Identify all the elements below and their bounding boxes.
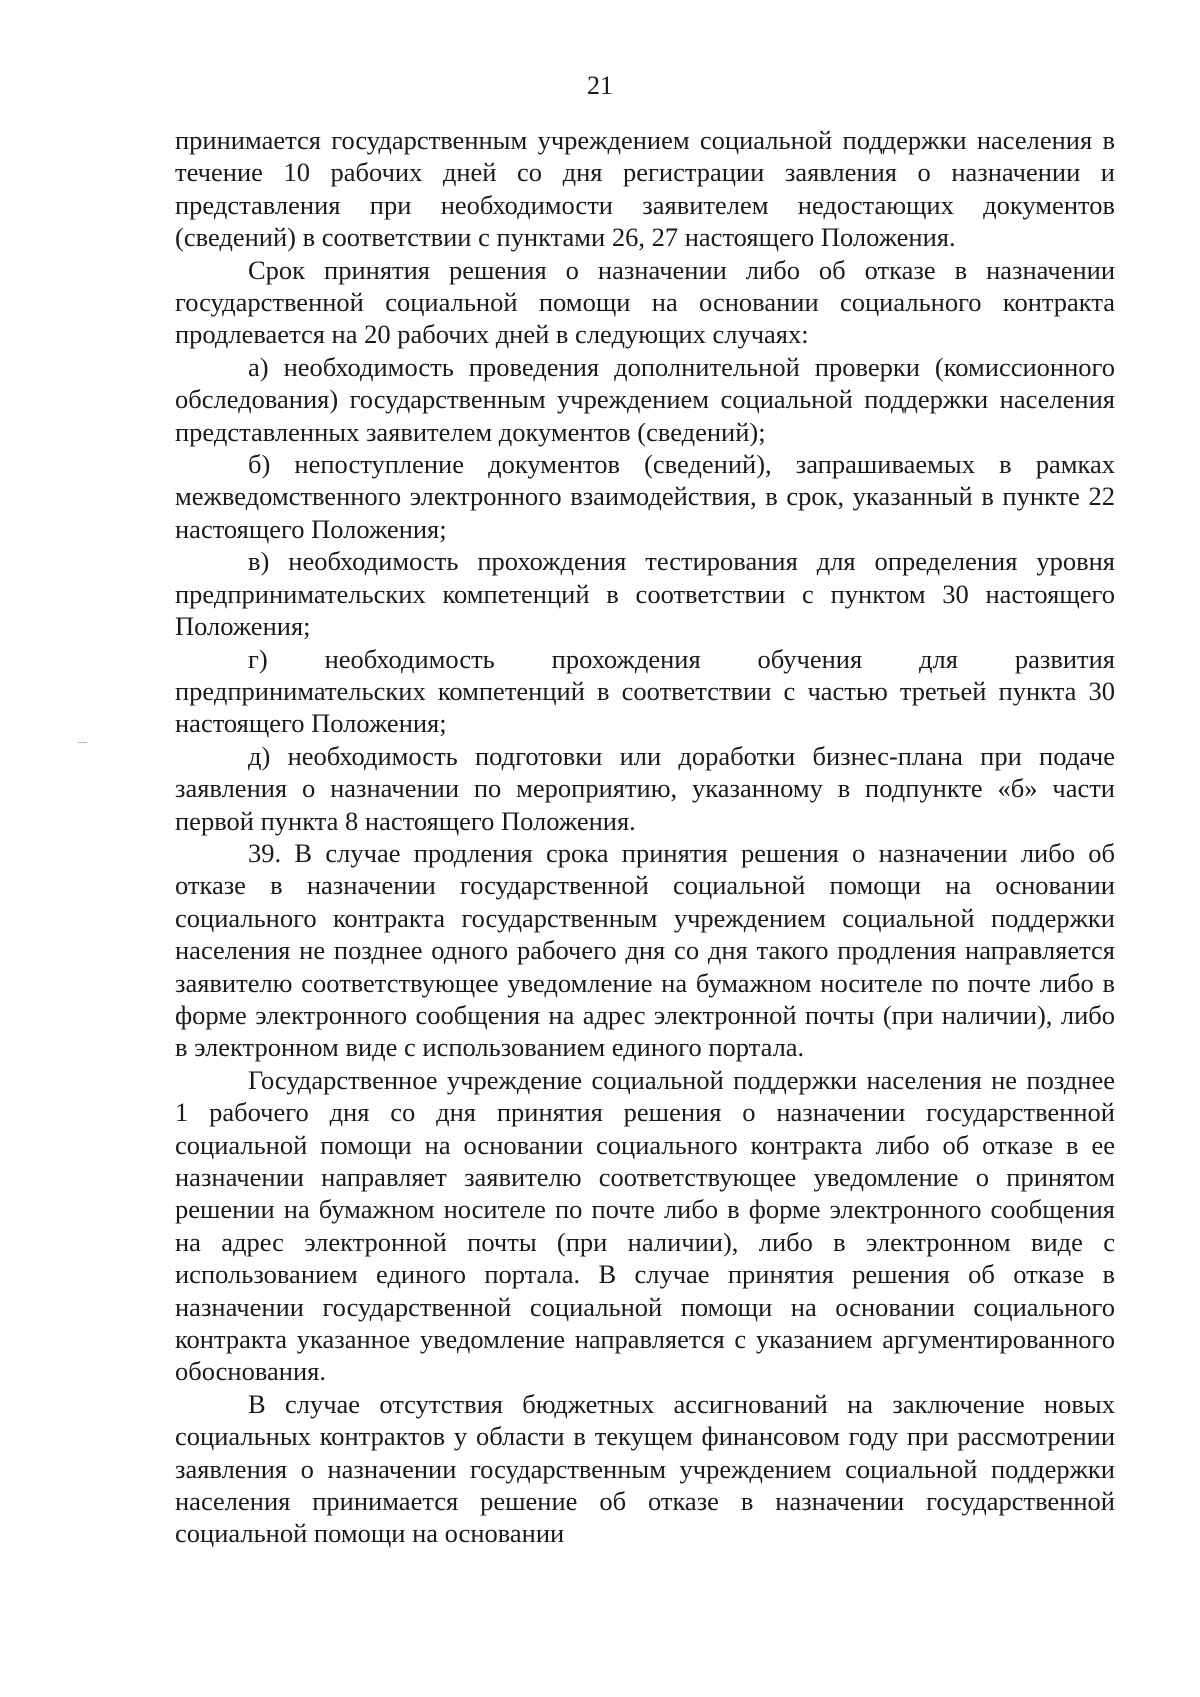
scan-artifact-mark [78,742,87,743]
list-item-g: г) необходимость прохождения обучения для развития предпринимательских компетенций в соответствии с частью третьей пункта 30 настоящего Положения; [175,643,1115,739]
list-item-b: б) непоступление документов (сведений), запрашиваемых в рамках межведомственного электронного взаимодействия, в срок, указанный в пункте 22 настоящего Положения; [175,449,1115,544]
paragraph-notification: Государственное учреждение социальной поддержки населения не позднее 1 рабочего дня со дня принятия решения о назначении государственной социальной помощи на основании социального контракта либо об отказе в ее назначении направляет заявителю соответствующее уведомление о принятом решении на бумажном носителе по почте либо в форме электронного сообщения на адрес электронной почты (при наличии), либо в электронном виде с использованием единого портала. В случае принятия решения об отказе в назначении государственной социальной помощи на основании социального контракта указанное уведомление направляется с указанием аргументированного обоснования. [175,1064,1115,1387]
list-item-a: а) необходимость проведения дополнительной проверки (комиссионного обследования) государственным учреждением социальной поддержки населения представленных заявителем документов (сведений); [175,351,1115,447]
paragraph-continuation: принимается государственным учреждением социальной поддержки населения в течение 10 рабочих дней со дня регистрации заявления о назначении и представления при необходимости заявителем недостающих документов (сведений) в соответствии с пунктами 26, 27 настоящего Положения. [175,125,1115,253]
page-number: 21 [587,71,613,100]
paragraph-clause-39: 39. В случае продления срока принятия решения о назначении либо об отказе в назначении государственной социальной помощи на основании социального контракта государственным учреждением социальной поддержки населения не позднее одного рабочего дня со дня такого продления направляется заявителю соответствующее уведомление на бумажном носителе по почте либо в форме электронного сообщения на адрес электронной почты (при наличии), либо в электронном виде с использованием единого портала. [175,837,1115,1063]
paragraph-budget-refusal: В случае отсутствия бюджетных ассигнований на заключение новых социальных контрактов у области в текущем финансовом году при рассмотрении заявления о назначении государственным учреждением социальной поддержки населения принимается решение об отказе в назначении государственной социальной помощи на основании [175,1388,1115,1549]
list-item-v: в) необходимость прохождения тестирования для определения уровня предпринимательских компетенций в соответствии с пунктом 30 настоящего Положения; [175,546,1115,642]
paragraph-term-extension: Срок принятия решения о назначении либо об отказе в назначении государственной социальной помощи на основании социального контракта продлевается на 20 рабочих дней в следующих случаях: [175,254,1115,350]
list-item-d: д) необходимость подготовки или доработки бизнес-плана при подаче заявления о назначении по мероприятию, указанному в подпункте «б» части первой пункта 8 настоящего Положения. [175,740,1115,836]
document-body [175,124,1115,1550]
